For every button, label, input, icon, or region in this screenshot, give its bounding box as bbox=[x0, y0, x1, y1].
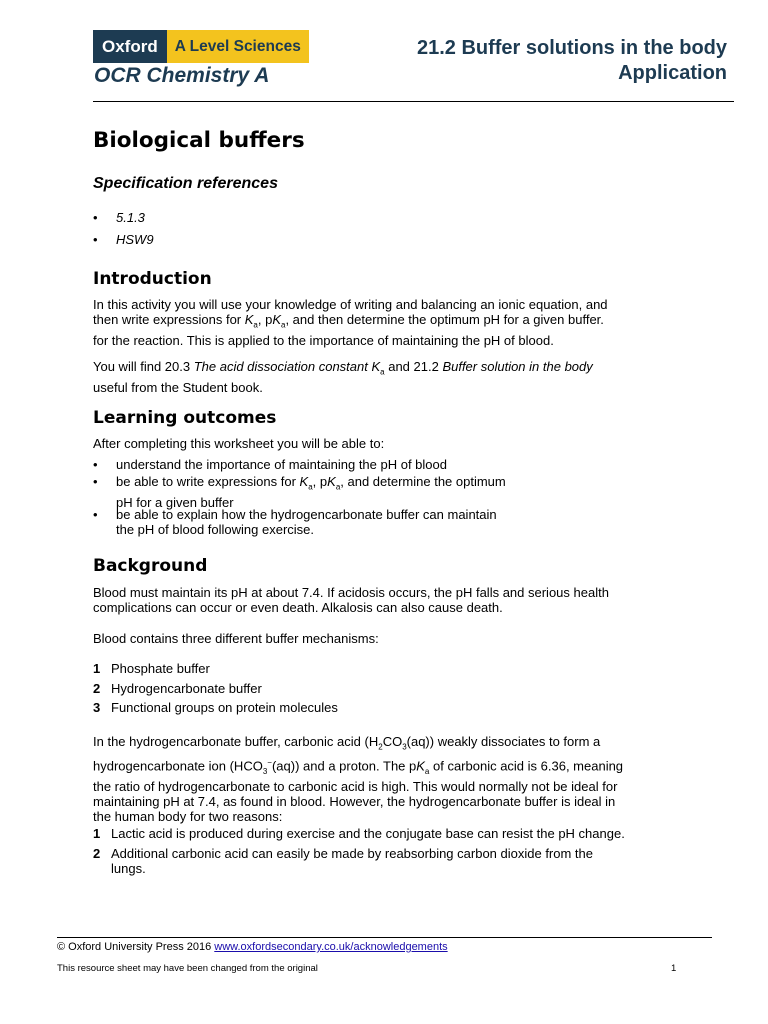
introduction-paragraph bbox=[93, 297, 693, 348]
text-span: Buffer solution in the body bbox=[442, 359, 593, 374]
reason-text bbox=[111, 846, 593, 876]
background-paragraph-2: Blood contains three different buffer mechanisms: bbox=[93, 631, 379, 646]
brand-series: A Level Sciences bbox=[167, 30, 309, 63]
text-line: useful from the Student book. bbox=[93, 379, 263, 395]
text-line: then write expressions for $K_a$, $pK_a$, and then determine the optimum pH for a given buffer. bbox=[93, 312, 604, 330]
text-line: the human body for two reasons: bbox=[93, 808, 283, 824]
outcomes-heading: Learning outcomes bbox=[93, 408, 277, 428]
spec-item-text: 5.1.3 bbox=[116, 210, 145, 225]
list-number: 1 bbox=[93, 826, 101, 841]
text-span: of carbonic acid is 6.36, meaning bbox=[429, 757, 624, 773]
text-span: then write expressions for bbox=[93, 312, 245, 327]
outcome-text: be able to write expressions for $K_a$, $pK_a$, and determine the optimum pH for a given buffer bbox=[116, 474, 506, 510]
mechanism-item bbox=[93, 700, 693, 715]
text-line: maintaining pH at 7.4, as found in blood. However, the hydrogencarbonate buffer is ideal in bbox=[93, 793, 616, 809]
text-span: You will find 20.3 bbox=[93, 359, 194, 374]
text-span: and 21.2 bbox=[384, 359, 443, 374]
background-heading: Background bbox=[93, 556, 208, 576]
subject-title: OCR Chemistry A bbox=[94, 64, 270, 87]
text-span: The acid dissociation constant bbox=[193, 359, 372, 374]
spec-item-text: HSW9 bbox=[116, 232, 154, 247]
text-span: (aq)) and a proton. The p bbox=[271, 757, 417, 773]
footer-note: This resource sheet may have been changed from the original bbox=[57, 963, 318, 974]
text-span: hydrogencarbonate ion (HCO bbox=[93, 757, 263, 773]
bullet-icon: • bbox=[93, 210, 98, 225]
text-line: complications can occur or even death. Alkalosis can also cause death. bbox=[93, 600, 503, 615]
section-type: Application bbox=[618, 62, 727, 84]
section-title: 21.2 Buffer solutions in the body bbox=[416, 37, 727, 59]
outcome-text bbox=[116, 507, 596, 537]
text-line: for the reaction. This is applied to the importance of maintaining the pH of blood. bbox=[93, 332, 554, 348]
reason-text: Lactic acid is produced during exercise and the conjugate base can resist the pH change. bbox=[111, 826, 625, 841]
list-number: 2 bbox=[93, 846, 101, 861]
outcomes-intro: After completing this worksheet you will be able to: bbox=[93, 436, 385, 451]
text-span: Additional carbonic acid can easily be made by reabsorbing carbon dioxide from the bbox=[111, 846, 594, 861]
text-span: , and then determine the optimum pH for a given buffer. bbox=[285, 312, 604, 327]
list-number: 2 bbox=[93, 681, 101, 696]
section-heading bbox=[417, 36, 727, 86]
introduction-heading: Introduction bbox=[93, 269, 212, 289]
bullet-icon: • bbox=[93, 507, 98, 522]
mechanism-text: Functional groups on protein molecules bbox=[111, 700, 338, 715]
text-span: (aq)) weakly dissociates to form a bbox=[406, 734, 601, 749]
outcome-text: understand the importance of maintaining the pH of blood bbox=[116, 457, 447, 472]
header-divider bbox=[93, 101, 734, 102]
text-span: In the hydrogencarbonate buffer, carbonic acid (H bbox=[93, 734, 379, 749]
text-span: lungs. bbox=[111, 861, 146, 876]
footer-copyright bbox=[57, 941, 448, 953]
text-line: You will find 20.3 The acid dissociation constant $K_a$ and 21.2 Buffer solution in the body bbox=[93, 359, 593, 377]
mechanism-item bbox=[93, 681, 693, 696]
page-title: Biological buffers bbox=[93, 128, 305, 153]
copyright-text: © Oxford University Press 2016 bbox=[57, 941, 215, 953]
outcome-item bbox=[93, 507, 693, 537]
text-line: In this activity you will use your knowledge of writing and balancing an ionic equation, and bbox=[93, 297, 608, 312]
background-paragraph-3 bbox=[93, 734, 693, 824]
list-number: 1 bbox=[93, 661, 101, 676]
mechanism-text: Hydrogencarbonate buffer bbox=[111, 681, 262, 696]
reason-item bbox=[93, 846, 713, 876]
text-span: be able to write expressions for bbox=[116, 474, 300, 489]
text-span: be able to explain how the hydrogencarbonate buffer can maintain bbox=[116, 507, 497, 522]
text-span: CO bbox=[382, 734, 403, 749]
mechanism-text: Phosphate buffer bbox=[111, 661, 210, 676]
spec-item bbox=[93, 210, 393, 225]
brand-oxford: Oxford bbox=[93, 30, 167, 63]
introduction-paragraph-2 bbox=[93, 359, 693, 395]
spec-heading: Specification references bbox=[93, 175, 278, 192]
spec-item bbox=[93, 232, 393, 247]
text-line: Blood must maintain its pH at about 7.4. If acidosis occurs, the pH falls and serious health bbox=[93, 585, 609, 600]
footer-divider bbox=[57, 937, 712, 938]
text-span: the pH of blood following exercise. bbox=[116, 522, 315, 537]
reason-item bbox=[93, 826, 713, 841]
mechanism-item bbox=[93, 661, 693, 676]
bullet-icon: • bbox=[93, 232, 98, 247]
text-span: pH for a given buffer bbox=[116, 494, 234, 510]
outcome-item bbox=[93, 474, 693, 510]
list-number: 3 bbox=[93, 700, 101, 715]
bullet-icon: • bbox=[93, 457, 98, 472]
page-number: 1 bbox=[671, 963, 677, 974]
bullet-icon: • bbox=[93, 474, 98, 489]
background-paragraph bbox=[93, 585, 693, 615]
brand-logo bbox=[93, 30, 309, 63]
text-line: In the hydrogencarbonate buffer, carbonic acid $(H_2CO_3(aq))$ weakly dissociates to form a bbox=[93, 734, 601, 752]
acknowledgements-link[interactable]: www.oxfordsecondary.co.uk/acknowledgements bbox=[214, 941, 448, 953]
text-span: , and determine the optimum bbox=[340, 474, 506, 489]
text-line: hydrogencarbonate ion $(HCO_3^-(aq))$ and a proton. The $pK_a$ of carbonic acid is 6.36, meaning bbox=[93, 757, 624, 776]
text-line: the ratio of hydrogencarbonate to carbonic acid is high. This would normally not be ideal for bbox=[93, 778, 618, 794]
outcome-item bbox=[93, 457, 693, 472]
